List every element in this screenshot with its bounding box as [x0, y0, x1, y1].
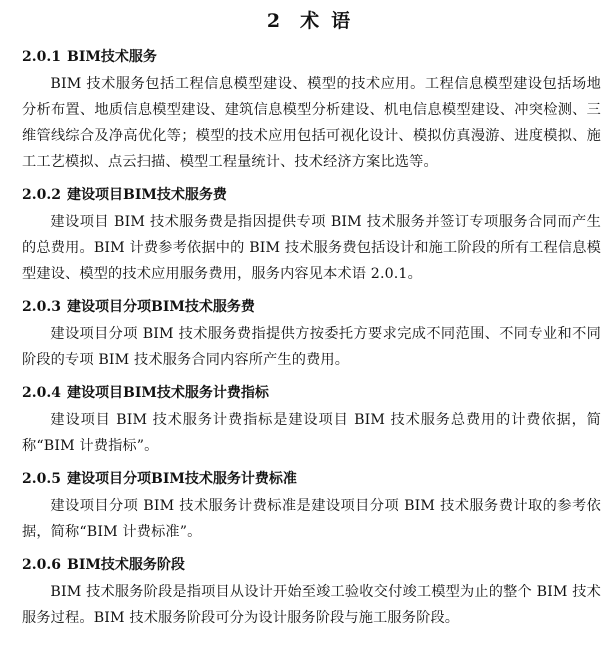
- term-section: [22, 555, 601, 631]
- chapter-number: 2: [266, 10, 281, 32]
- term-title: BIM技术服务阶段: [66, 557, 185, 573]
- term-definition: 建设项目 BIM 技术服务计费指标是建设项目 BIM 技术服务总费用的计费依据，简称“BIM 计费指标”。: [22, 412, 601, 454]
- term-number: 2.0.6: [22, 557, 61, 573]
- term-number: 2.0.1: [22, 49, 61, 65]
- term-heading: [22, 297, 601, 317]
- term-number: 2.0.4: [22, 385, 61, 401]
- term-heading: [22, 383, 601, 403]
- term-title: 建设项目分项BIM技术服务费: [66, 299, 255, 315]
- term-heading: [22, 555, 601, 575]
- term-heading: [22, 185, 601, 205]
- term-definition: BIM 技术服务阶段是指项目从设计开始至竣工验收交付竣工模型为止的整个 BIM 技术服务过程。BIM 技术服务阶段可分为设计服务阶段与施工服务阶段。: [22, 584, 601, 626]
- term-number: 2.0.5: [22, 471, 61, 487]
- term-section: [22, 47, 601, 175]
- term-definition: 建设项目分项 BIM 技术服务计费标准是建设项目分项 BIM 技术服务费计取的参考依据，简称“BIM 计费标准”。: [22, 498, 601, 540]
- term-definition: 建设项目 BIM 技术服务费是指因提供专项 BIM 技术服务并签订专项服务合同而产生的总费用。BIM 计费参考依据中的 BIM 技术服务费包括设计和施工阶段的所有工程信息模型建设、模型的技术应用服务费用，服务内容见本术语 2.0.1。: [22, 214, 601, 282]
- term-title: BIM技术服务: [66, 49, 157, 65]
- term-heading: [22, 469, 601, 489]
- term-section: [22, 469, 601, 545]
- term-section: [22, 297, 601, 373]
- chapter-title: [22, 8, 601, 34]
- chapter-title-char: 语: [331, 10, 351, 32]
- term-section: [22, 185, 601, 287]
- term-definition: 建设项目分项 BIM 技术服务费指提供方按委托方要求完成不同范围、不同专业和不同阶段的专项 BIM 技术服务合同内容所产生的费用。: [22, 326, 601, 368]
- term-title: 建设项目分项BIM技术服务计费标准: [66, 471, 297, 487]
- term-number: 2.0.3: [22, 299, 61, 315]
- chapter-title-char: 术: [300, 10, 320, 32]
- term-section: [22, 383, 601, 459]
- term-heading: [22, 47, 601, 67]
- term-definition: BIM 技术服务包括工程信息模型建设、模型的技术应用。工程信息模型建设包括场地分析布置、地质信息模型建设、建筑信息模型分析建设、机电信息模型建设、冲突检测、三维管线综合及净高优化等；模型的技术应用包括可视化设计、模拟仿真漫游、进度模拟、施工工艺模拟、点云扫描、模型工程量统计、技术经济方案比选等。: [22, 76, 601, 170]
- term-title: 建设项目BIM技术服务计费指标: [66, 385, 269, 401]
- term-title: 建设项目BIM技术服务费: [66, 187, 227, 203]
- term-number: 2.0.2: [22, 187, 61, 203]
